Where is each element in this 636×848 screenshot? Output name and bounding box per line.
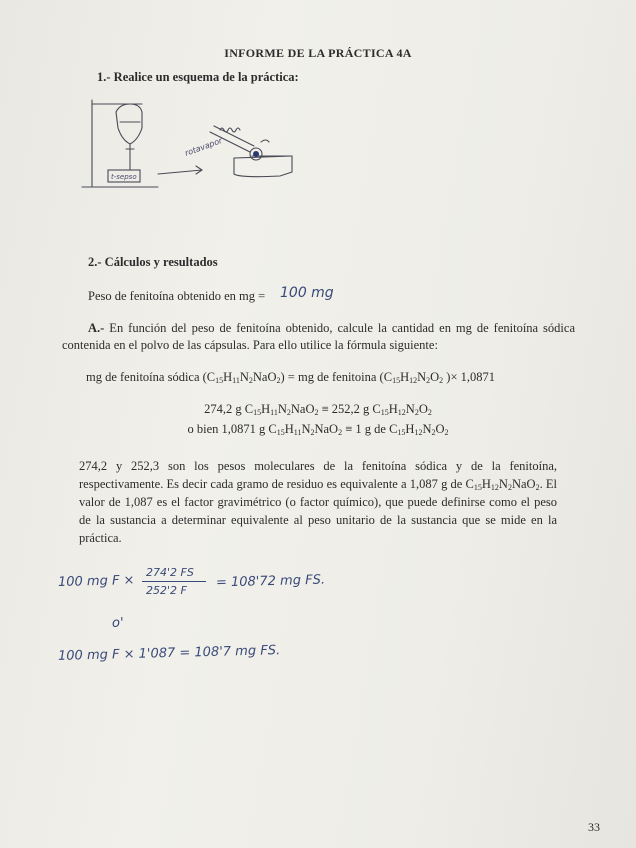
paragraph-a-label: A.-	[88, 321, 105, 335]
paragraph-a-text: En función del peso de fenitoína obtenido, calcule la cantidad en mg de fenitoína sódica contenida en el polvo de las cápsulas. Para ello utilice la fórmula siguiente:	[62, 321, 575, 352]
equivalence-2: o bien 1,0871 g $C_{15}H_{11}N_2NaO_2 \equiv 1$ g de $C_{15}H_{12}N_2O_2$	[187, 422, 449, 437]
formula-line: mg de fenitoína sódica $(C_{15}H_{11}N_2NaO_2)$ = mg de fenitoina ($C_{15}H_{12}N_2O_2$ )× 1,0871	[86, 370, 495, 385]
paragraph-b: 274,2 y 252,3 son los pesos moleculares de la fenitoína sódica y de la fenitoína, respectivamente. Es decir cada gramo de residuo es equivalente a 1,087 g de $C_{15}H_{12}N_2NaO_2$. El valor de 1,087 es el factor gravimétrico (o factor químico), que puede definirse como el peso de la sustancia a determinar equivalente al peso unitario de la sustancia que se mide en la práctica.	[79, 459, 557, 545]
equivalence-1: 274,2 g $C_{15}H_{11}N_2NaO_2 \equiv 252,2$ g $C_{15}H_{12}N_2O_2$	[204, 402, 432, 417]
hand-fraction-bar	[142, 581, 206, 582]
question-1	[97, 70, 299, 85]
hand-calc2: 100 mg F × 1'087 = 108'7 mg FS.	[57, 643, 281, 664]
question-1-text: 1.- Realice un esquema de la práctica:	[97, 70, 299, 84]
separatory-funnel	[116, 104, 142, 144]
hand-calc1-denominator: 252'2 F	[146, 584, 187, 597]
question-2	[88, 255, 218, 270]
paragraph-a	[62, 320, 575, 354]
flask-content	[253, 151, 259, 157]
lab-sketch	[80, 92, 310, 197]
page-number: 33	[588, 820, 600, 834]
report-title: INFORME DE LA PRÁCTICA 4A	[224, 46, 412, 60]
sketch-label-rotavapor: rotavapor	[183, 136, 224, 158]
water-bath	[234, 156, 292, 177]
hand-calc1-result: = 108'72 mg FS.	[215, 572, 326, 591]
sketch-label-left: t-sepso	[111, 173, 137, 181]
peso-value-handwritten: 100 mg	[280, 285, 334, 301]
peso-label: Peso de fenitoína obtenido en mg =	[88, 289, 266, 303]
hand-calc1-numerator: 274'2 FS	[146, 566, 194, 579]
hand-calc1-left: 100 mg F ×	[57, 573, 135, 590]
question-2-text: 2.- Cálculos y resultados	[88, 255, 218, 269]
hand-or: o'	[112, 616, 124, 631]
process-arrow	[158, 170, 202, 174]
